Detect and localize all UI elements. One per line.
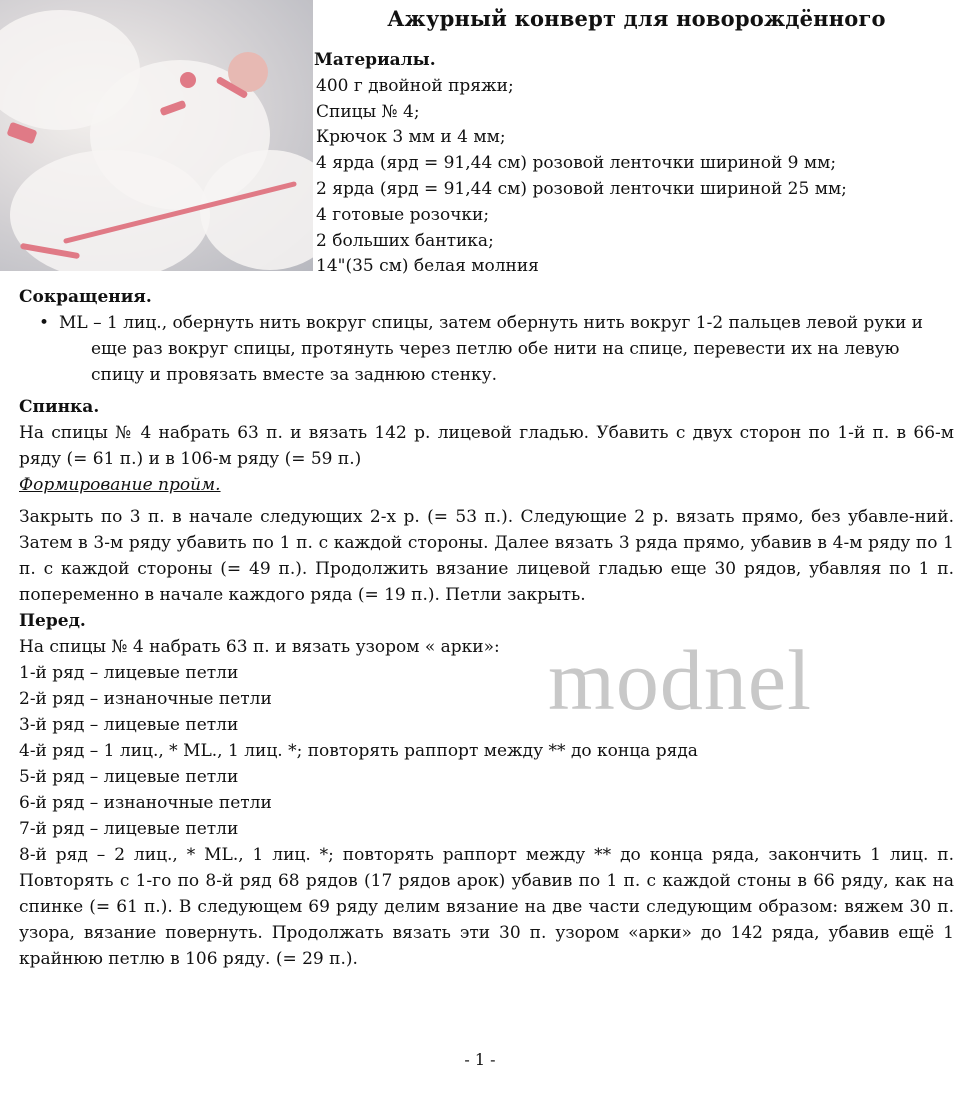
front-row: 3-й ряд – лицевые петли [19,715,239,735]
materials-section [314,48,847,280]
front-text: 8-й ряд – 2 лиц., * ML., 1 лиц. *; повторять раппорт между ** до конца ряда, закончить 1 лиц. п. Повторять с 1-го по 8-й ряд 68 рядов (17 рядов арок) убавив по 1 п. с каждой стоны в 66 ряду, как на спинке (= 61 п.). В следующем 69 ряду делим вязание на две части следующим образом: вяжем 30 п. узора, вязание повернуть. Продолжать вязать эти 30 п. узором «арки» до 142 ряда, убавив ещё 1 крайнюю петлю в 106 ряду. (= 29 п.). [19,845,954,969]
materials-item: 2 больших бантика; [316,230,494,251]
front-row: 2-й ряд – изнаночные петли [19,689,272,709]
back-text: На спицы № 4 набрать 63 п. и вязать 142 р. лицевой гладью. Убавить с двух сторон по 1-й п. в 66-м ряду (= 61 п.) и в 106-м ряду (= 59 п.) [19,423,954,469]
watermark: modnel [548,632,812,728]
pattern-body [19,284,954,972]
materials-item: Спицы № 4; [316,101,420,122]
front-row: 1-й ряд – лицевые петли [19,663,239,683]
front-heading: Перед. [19,611,86,631]
front-intro: На спицы № 4 набрать 63 п. и вязать узором « арки»: [19,637,500,657]
baby-envelope-photo [0,0,313,271]
materials-item: 14"(35 см) белая молния [316,256,539,277]
bullet-icon: • [39,313,50,333]
materials-heading: Материалы. [314,50,436,70]
armhole-subheading: Формирование пройм. [19,475,221,495]
materials-item: 4 готовые розочки; [316,204,490,225]
page-title: Ажурный конверт для новорождённого [387,6,886,31]
abbreviation-text: ML – 1 лиц., обернуть нить вокруг спицы, затем обернуть нить вокруг 1-2 пальцев левой руки и еще раз вокруг спицы, протянуть через петлю обе нити на спице, перевести их на левую спицу и провязать вместе за заднюю стенку. [59,313,924,385]
abbreviations-heading: Сокращения. [19,287,152,307]
front-row: 5-й ряд – лицевые петли [19,767,239,787]
front-row: 6-й ряд – изнаночные петли [19,793,272,813]
back-heading: Спинка. [19,397,100,417]
front-row: 7-й ряд – лицевые петли [19,819,239,839]
materials-item: 2 ярда (ярд = 91,44 см) розовой ленточки шириной 25 мм; [316,178,847,199]
armhole-text: Закрыть по 3 п. в начале следующих 2-х р. (= 53 п.). Следующие 2 р. вязать прямо, без убавле-ний. Затем в 3-м ряду убавить по 1 п. с каждой стороны. Далее вязать 3 ряда прямо, убавив в 4-м ряду по 1 п. с каждой стороны (= 49 п.). Продолжить вязание лицевой гладью еще 30 рядов, убавляя по 1 п. попеременно в начале каждого ряда (= 19 п.). Петли закрыть. [19,507,954,605]
materials-item: 4 ярда (ярд = 91,44 см) розовой ленточки шириной 9 мм; [316,153,837,174]
front-row: 4-й ряд – 1 лиц., * ML., 1 лиц. *; повторять раппорт между ** до конца ряда [19,741,698,761]
abbreviation-item [19,310,954,388]
materials-item: Крючок 3 мм и 4 мм; [316,127,506,148]
materials-item: 400 г двойной пряжи; [316,75,514,96]
page-number: - 1 - [464,1050,496,1069]
